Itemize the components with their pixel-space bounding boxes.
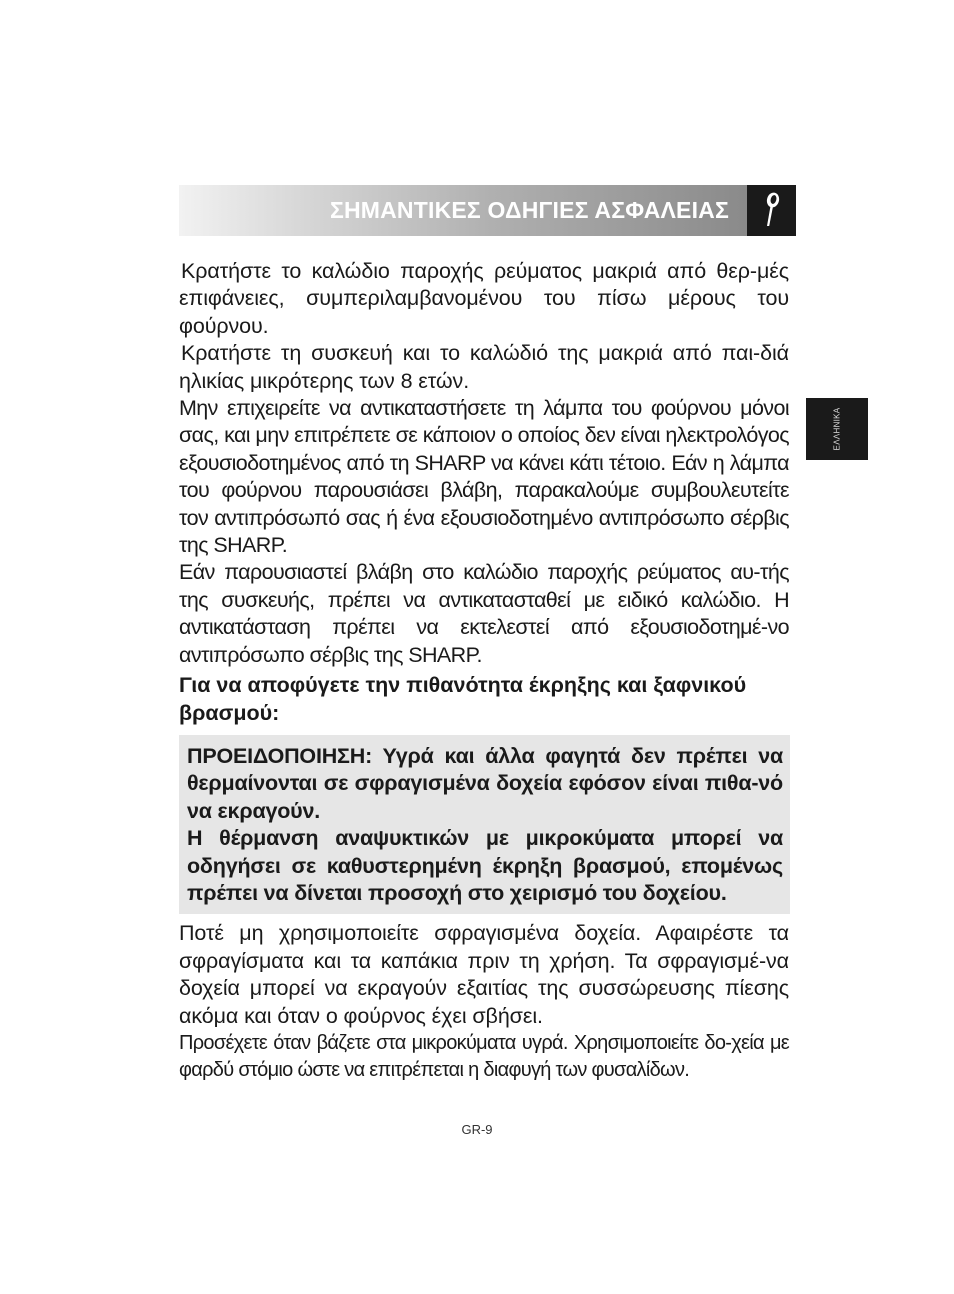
section-header-bar xyxy=(179,185,747,236)
page-content xyxy=(179,258,789,1084)
paragraph-children: Κρατήστε τη συσκευή και το καλώδιό της μακριά από παι-διά ηλικίας μικρότερης των 8 ετών. xyxy=(179,341,789,393)
language-tab-label: ΕΛΛΗΝΙΚΑ xyxy=(832,407,842,451)
explosion-heading: Για να αποφύγετε την πιθανότητα έκρηξης και ξαφνικού βρασμού: xyxy=(179,673,747,725)
paragraph-sealed-containers: Ποτέ μη χρησιμοποιείτε σφραγισμένα δοχεία. Αφαιρέστε τα σφραγίσματα και τα καπάκια πριν τη χρήση. Τα σφραγισμέ-να δοχεία μπορεί να εκραγούν εξαιτίας της συσσώρευσης πίεσης ακόμα και όταν ο φούρνος έχει σβήσει. xyxy=(179,921,789,1028)
paragraph-cable-heat: Κρατήστε το καλώδιο παροχής ρεύματος μακριά από θερ-μές επιφάνειες, συμπεριλαμβανομένου του πίσω μέρους του φούρνου. xyxy=(179,259,789,338)
spoon-icon xyxy=(760,192,782,228)
section-title: ΣΗΜΑΝΤΙΚΕΣ ΟΔΗΓΙΕΣ ΑΣΦΑΛΕΙΑΣ xyxy=(329,197,729,223)
paragraph-cable-damage: Εάν παρουσιαστεί βλάβη στο καλώδιο παροχής ρεύματος αυ-τής της συσκευής, πρέπει να αντικατασταθεί με ειδικό καλώδιο. Η αντικατάσταση πρέπει να εκτελεστεί από εξουσιοδοτημέ-νο αντιπρόσωπο σέρβις της SHARP. xyxy=(179,560,789,667)
page-number: GR-9 xyxy=(461,1122,493,1137)
warning-box xyxy=(179,735,790,914)
language-tab xyxy=(806,398,868,460)
after-warning-section xyxy=(179,920,789,1084)
paragraph-lamp: Μην επιχειρείτε να αντικαταστήσετε τη λάμπα του φούρνου μόνοι σας, και μην επιτρέπετε σε κάποιον ο οποίος δεν είναι ηλεκτρολόγος εξουσιοδοτημένος από τη SHARP να κάνει κάτι τέτοιο. Εάν η λάμπα του φούρνου παρουσιάσει βλάβη, παρακαλούμε συμβουλευτείτε τον αντιπρόσωπό σας ή ένα εξουσιοδοτημένο αντιπρόσωπο σέρβις της SHARP. xyxy=(179,396,789,558)
warning-text-sealed: ΠΡΟΕΙΔΟΠΟΙΗΣΗ: Υγρά και άλλα φαγητά δεν πρέπει να θερμαίνονται σε σφραγισμένα δοχεία εφόσον είναι πιθα-νό να εκραγούν. xyxy=(187,743,783,823)
warning-text-boiling: Η θέρμανση αναψυκτικών με μικροκύματα μπορεί να οδηγήσει σε καθυστερημένη έκρηξη βρασμού, επομένως πρέπει να δίνεται προσοχή στο χειρισμό του δοχείου. xyxy=(187,826,783,905)
header-icon-box xyxy=(747,185,796,236)
paragraph-liquids: Προσέχετε όταν βάζετε στα μικροκύματα υγρά. Χρησιμοποιείτε δο-χεία με φαρδύ στόμιο ώστε να επιτρέπεται η διαφυγή των φυσαλίδων. xyxy=(179,1031,789,1081)
